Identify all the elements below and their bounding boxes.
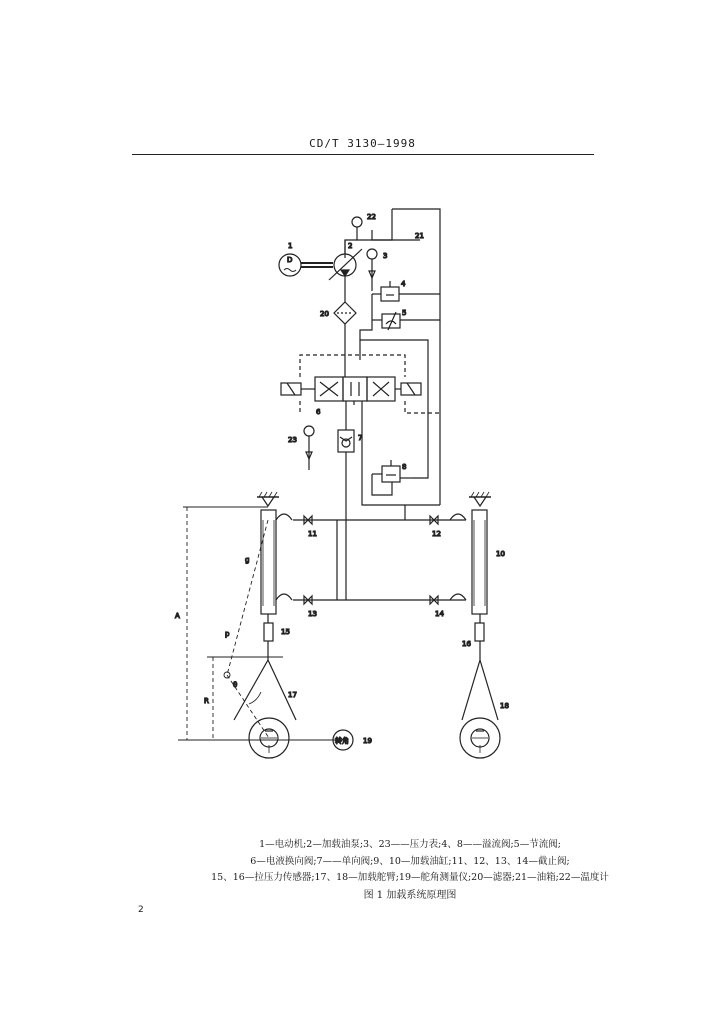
label-16: 16 [462,640,471,648]
page-number: 2 [138,905,144,915]
label-7: 7 [358,434,363,442]
label-1: 1 [288,242,293,250]
rudder-angle-meter-icon [333,730,353,750]
label-23: 23 [288,436,297,444]
rudder-angle-meter-text: 转角 [335,737,349,745]
right-rudder-arm [460,718,500,758]
label-4: 4 [401,280,406,288]
caption-line-2: 6—电液换向阀;7——单向阀;9、10—加载油缸;11、12、13、14—截止阀; [250,856,570,867]
left-rudder-arm [249,718,289,758]
left-geometry-dashed-lines [187,507,269,740]
caption-line-1: 1—电动机;2—加载油泵;3、23——压力表;4、8——溢流阀;5—节流阀; [259,839,561,850]
label-6: 6 [316,408,321,416]
label-17: 17 [288,691,297,699]
caption-line-3: 15、16—拉压力传感器;17、18—加载舵臂;19—舵角测量仪;20—滤器;21—油箱;22—温度计 [211,872,609,883]
label-22: 22 [367,213,376,221]
dimension-R: R [204,697,209,705]
left-loading-cylinder [234,492,296,720]
filter-icon [334,276,356,360]
label-13: 13 [308,610,317,618]
check-valve-icon [338,401,354,520]
label-20: 20 [320,310,329,318]
pressure-gauge-23-icon [304,426,314,470]
label-12: 12 [432,530,441,538]
dimension-theta: θ [233,681,238,689]
standard-number-header: CD/T 3130—1998 [309,137,416,150]
dimension-p: p [225,630,230,638]
electric-motor-icon [279,254,333,276]
figure-title: 图 1 加载系统原理图 [363,890,457,901]
dimension-A: A [175,612,180,620]
electro-hydraulic-directional-valve-icon [281,355,440,413]
pressure-gauge-icon [367,249,377,291]
motor-symbol: D [287,256,293,264]
label-2: 2 [348,242,353,250]
label-18: 18 [500,702,509,710]
label-10: 10 [496,550,505,558]
label-5: 5 [402,309,407,317]
variable-pump-icon [329,240,362,280]
label-3: 3 [383,252,388,260]
relief-valve-icon [372,281,440,301]
label-21: 21 [415,232,424,240]
label-11: 11 [308,530,317,538]
label-14: 14 [435,610,444,618]
dimension-g: g [245,556,250,564]
right-loading-cylinder [462,492,498,720]
label-8: 8 [402,463,407,471]
label-19: 19 [363,737,372,745]
label-15: 15 [281,628,290,636]
